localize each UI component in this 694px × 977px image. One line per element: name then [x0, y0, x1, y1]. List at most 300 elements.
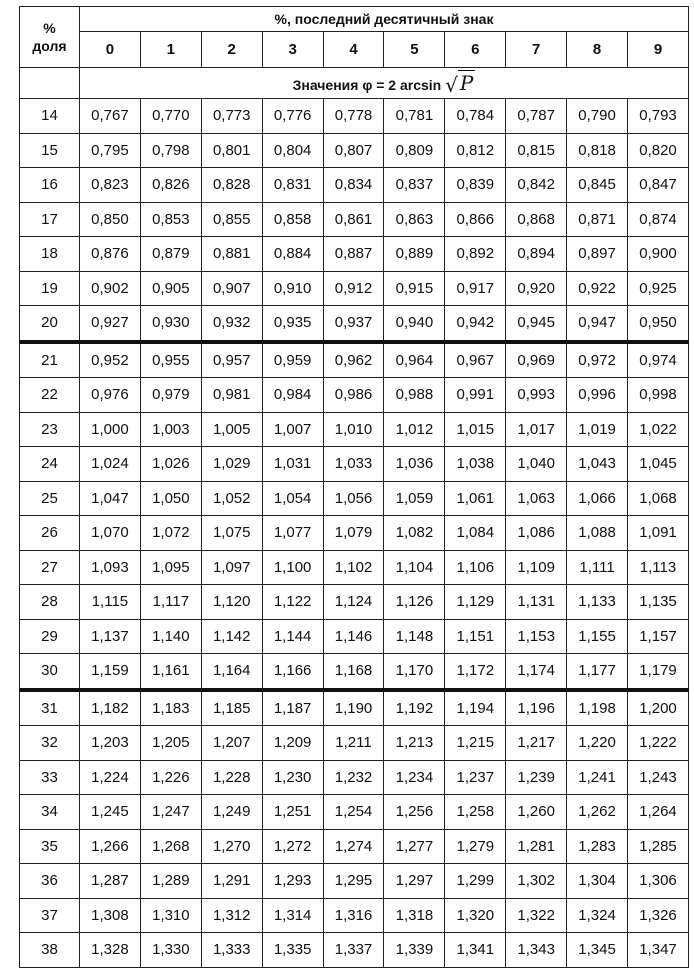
- value-cell: 1,144: [262, 619, 323, 654]
- value-cell: 1,277: [384, 829, 445, 864]
- value-cell: 0,834: [323, 168, 384, 203]
- row-label: 30: [20, 654, 80, 690]
- value-cell: 0,793: [628, 99, 689, 134]
- value-cell: 0,920: [506, 271, 567, 306]
- row-label: 23: [20, 412, 80, 447]
- row-label: 24: [20, 447, 80, 482]
- value-cell: 0,773: [201, 99, 262, 134]
- value-cell: 1,281: [506, 829, 567, 864]
- value-cell: 1,343: [506, 933, 567, 968]
- value-cell: 0,853: [140, 202, 201, 237]
- value-cell: 1,291: [201, 864, 262, 899]
- arcsin-table: [19, 6, 689, 968]
- value-cell: 0,935: [262, 306, 323, 342]
- value-cell: 1,211: [323, 726, 384, 761]
- value-cell: 0,884: [262, 237, 323, 272]
- value-cell: 1,213: [384, 726, 445, 761]
- value-cell: 1,198: [567, 690, 628, 726]
- value-cell: 1,345: [567, 933, 628, 968]
- value-cell: 1,324: [567, 898, 628, 933]
- digit-header-8: 8: [567, 32, 628, 68]
- value-cell: 0,894: [506, 237, 567, 272]
- value-cell: 1,093: [80, 550, 141, 585]
- table-row: [20, 585, 689, 620]
- value-cell: 1,200: [628, 690, 689, 726]
- value-cell: 1,122: [262, 585, 323, 620]
- value-cell: 1,258: [445, 795, 506, 830]
- value-cell: 1,174: [506, 654, 567, 690]
- value-cell: 0,798: [140, 133, 201, 168]
- row-label: 25: [20, 481, 80, 516]
- value-cell: 1,157: [628, 619, 689, 654]
- value-cell: 0,925: [628, 271, 689, 306]
- value-cell: 1,045: [628, 447, 689, 482]
- value-cell: 1,322: [506, 898, 567, 933]
- value-cell: 1,026: [140, 447, 201, 482]
- sqrt-symbol: √: [445, 73, 458, 97]
- value-cell: 1,137: [80, 619, 141, 654]
- table-header: [20, 7, 689, 99]
- row-label: 33: [20, 760, 80, 795]
- value-cell: 1,183: [140, 690, 201, 726]
- value-cell: 1,088: [567, 516, 628, 551]
- value-cell: 1,295: [323, 864, 384, 899]
- value-cell: 1,337: [323, 933, 384, 968]
- value-cell: 1,283: [567, 829, 628, 864]
- value-cell: 1,251: [262, 795, 323, 830]
- value-cell: 0,930: [140, 306, 201, 342]
- table-row: [20, 898, 689, 933]
- value-cell: 1,104: [384, 550, 445, 585]
- digit-header-0: 0: [80, 32, 141, 68]
- digit-header-7: 7: [506, 32, 567, 68]
- value-cell: 0,770: [140, 99, 201, 134]
- row-label: 21: [20, 342, 80, 378]
- value-cell: 1,059: [384, 481, 445, 516]
- value-cell: 1,293: [262, 864, 323, 899]
- row-label: 32: [20, 726, 80, 761]
- table-row: [20, 133, 689, 168]
- value-cell: 1,268: [140, 829, 201, 864]
- value-cell: 1,272: [262, 829, 323, 864]
- value-cell: 1,179: [628, 654, 689, 690]
- value-cell: 1,341: [445, 933, 506, 968]
- value-cell: 0,812: [445, 133, 506, 168]
- formula-prefix: Значения φ = 2 arcsin: [292, 77, 442, 93]
- value-cell: 1,254: [323, 795, 384, 830]
- value-cell: 1,297: [384, 864, 445, 899]
- value-cell: 1,120: [201, 585, 262, 620]
- value-cell: 1,061: [445, 481, 506, 516]
- row-label: 27: [20, 550, 80, 585]
- value-cell: 1,226: [140, 760, 201, 795]
- value-cell: 1,054: [262, 481, 323, 516]
- value-cell: 0,804: [262, 133, 323, 168]
- value-cell: 1,287: [80, 864, 141, 899]
- table-row: [20, 447, 689, 482]
- value-cell: 0,807: [323, 133, 384, 168]
- value-cell: 1,168: [323, 654, 384, 690]
- value-cell: 1,333: [201, 933, 262, 968]
- value-cell: 1,270: [201, 829, 262, 864]
- value-cell: 0,795: [80, 133, 141, 168]
- value-cell: 1,207: [201, 726, 262, 761]
- value-cell: 1,017: [506, 412, 567, 447]
- value-cell: 1,339: [384, 933, 445, 968]
- value-cell: 1,237: [445, 760, 506, 795]
- value-cell: 1,203: [80, 726, 141, 761]
- value-cell: 1,024: [80, 447, 141, 482]
- value-cell: 1,205: [140, 726, 201, 761]
- value-cell: 0,942: [445, 306, 506, 342]
- row-label: 37: [20, 898, 80, 933]
- value-cell: 0,900: [628, 237, 689, 272]
- value-cell: 1,302: [506, 864, 567, 899]
- value-cell: 1,050: [140, 481, 201, 516]
- value-cell: 0,996: [567, 378, 628, 413]
- value-cell: 1,308: [80, 898, 141, 933]
- value-cell: 0,784: [445, 99, 506, 134]
- table-row: [20, 619, 689, 654]
- value-cell: 0,955: [140, 342, 201, 378]
- value-cell: 1,256: [384, 795, 445, 830]
- value-cell: 0,927: [80, 306, 141, 342]
- value-cell: 1,142: [201, 619, 262, 654]
- table-row: [20, 202, 689, 237]
- value-cell: 0,839: [445, 168, 506, 203]
- value-cell: 1,068: [628, 481, 689, 516]
- value-cell: 1,234: [384, 760, 445, 795]
- value-cell: 0,815: [506, 133, 567, 168]
- value-cell: 1,330: [140, 933, 201, 968]
- value-cell: 1,036: [384, 447, 445, 482]
- value-cell: 0,979: [140, 378, 201, 413]
- value-cell: 1,010: [323, 412, 384, 447]
- value-cell: 0,876: [80, 237, 141, 272]
- digit-header-2: 2: [201, 32, 262, 68]
- table-row: [20, 933, 689, 968]
- table-row: [20, 864, 689, 899]
- value-cell: 1,220: [567, 726, 628, 761]
- row-label: 15: [20, 133, 80, 168]
- value-cell: 0,787: [506, 99, 567, 134]
- value-cell: 0,781: [384, 99, 445, 134]
- value-cell: 1,249: [201, 795, 262, 830]
- value-cell: 1,289: [140, 864, 201, 899]
- value-cell: 1,007: [262, 412, 323, 447]
- value-cell: 1,015: [445, 412, 506, 447]
- value-cell: 1,019: [567, 412, 628, 447]
- digit-header-1: 1: [140, 32, 201, 68]
- value-cell: 1,266: [80, 829, 141, 864]
- digit-header-5: 5: [384, 32, 445, 68]
- value-cell: 1,106: [445, 550, 506, 585]
- value-cell: 1,077: [262, 516, 323, 551]
- value-cell: 1,115: [80, 585, 141, 620]
- table-row: [20, 342, 689, 378]
- value-cell: 0,959: [262, 342, 323, 378]
- table-row: [20, 760, 689, 795]
- value-cell: 0,801: [201, 133, 262, 168]
- value-cell: 1,239: [506, 760, 567, 795]
- value-cell: 0,988: [384, 378, 445, 413]
- value-cell: 0,897: [567, 237, 628, 272]
- value-cell: 1,318: [384, 898, 445, 933]
- value-cell: 0,937: [323, 306, 384, 342]
- value-cell: 0,892: [445, 237, 506, 272]
- value-cell: 1,072: [140, 516, 201, 551]
- value-cell: 0,858: [262, 202, 323, 237]
- row-label: 16: [20, 168, 80, 203]
- value-cell: 0,981: [201, 378, 262, 413]
- value-cell: 1,079: [323, 516, 384, 551]
- value-cell: 1,000: [80, 412, 141, 447]
- value-cell: 0,776: [262, 99, 323, 134]
- value-cell: 1,153: [506, 619, 567, 654]
- digit-header-row: [20, 32, 689, 68]
- value-cell: 1,012: [384, 412, 445, 447]
- value-cell: 0,984: [262, 378, 323, 413]
- table-row: [20, 654, 689, 690]
- value-cell: 0,823: [80, 168, 141, 203]
- value-cell: 1,320: [445, 898, 506, 933]
- value-cell: 0,962: [323, 342, 384, 378]
- value-cell: 1,043: [567, 447, 628, 482]
- row-label: 20: [20, 306, 80, 342]
- table-row: [20, 550, 689, 585]
- value-cell: 1,164: [201, 654, 262, 690]
- table-row: [20, 168, 689, 203]
- digit-header-3: 3: [262, 32, 323, 68]
- table-body: [20, 99, 689, 968]
- value-cell: 1,262: [567, 795, 628, 830]
- value-cell: 0,790: [567, 99, 628, 134]
- value-cell: 1,146: [323, 619, 384, 654]
- value-cell: 0,957: [201, 342, 262, 378]
- value-cell: 1,232: [323, 760, 384, 795]
- value-cell: 1,182: [80, 690, 141, 726]
- value-cell: 1,209: [262, 726, 323, 761]
- value-cell: 1,190: [323, 690, 384, 726]
- value-cell: 0,861: [323, 202, 384, 237]
- value-cell: 1,260: [506, 795, 567, 830]
- value-cell: 1,066: [567, 481, 628, 516]
- table-row: [20, 306, 689, 342]
- value-cell: 1,124: [323, 585, 384, 620]
- value-cell: 1,279: [445, 829, 506, 864]
- value-cell: 0,871: [567, 202, 628, 237]
- value-cell: 1,170: [384, 654, 445, 690]
- value-cell: 1,316: [323, 898, 384, 933]
- table-row: [20, 99, 689, 134]
- value-cell: 1,148: [384, 619, 445, 654]
- value-cell: 0,993: [506, 378, 567, 413]
- value-cell: 1,086: [506, 516, 567, 551]
- digit-header-6: 6: [445, 32, 506, 68]
- value-cell: 1,224: [80, 760, 141, 795]
- value-cell: 0,868: [506, 202, 567, 237]
- value-cell: 1,314: [262, 898, 323, 933]
- corner-header: [20, 7, 80, 68]
- value-cell: 1,063: [506, 481, 567, 516]
- value-cell: 1,095: [140, 550, 201, 585]
- row-label: 19: [20, 271, 80, 306]
- value-cell: 1,097: [201, 550, 262, 585]
- value-cell: 0,974: [628, 342, 689, 378]
- value-cell: 1,228: [201, 760, 262, 795]
- value-cell: 0,940: [384, 306, 445, 342]
- value-cell: 0,917: [445, 271, 506, 306]
- value-cell: 1,274: [323, 829, 384, 864]
- row-label: 14: [20, 99, 80, 134]
- value-cell: 0,952: [80, 342, 141, 378]
- table-row: [20, 795, 689, 830]
- value-cell: 0,845: [567, 168, 628, 203]
- value-cell: 0,842: [506, 168, 567, 203]
- table-row: [20, 829, 689, 864]
- value-cell: 1,040: [506, 447, 567, 482]
- table-row: [20, 237, 689, 272]
- value-cell: 0,910: [262, 271, 323, 306]
- value-cell: 0,847: [628, 168, 689, 203]
- value-cell: 1,304: [567, 864, 628, 899]
- value-cell: 0,818: [567, 133, 628, 168]
- value-cell: 0,837: [384, 168, 445, 203]
- table-row: [20, 690, 689, 726]
- value-cell: 0,964: [384, 342, 445, 378]
- value-cell: 1,003: [140, 412, 201, 447]
- digit-header-4: 4: [323, 32, 384, 68]
- value-cell: 0,778: [323, 99, 384, 134]
- value-cell: 0,855: [201, 202, 262, 237]
- value-cell: 1,222: [628, 726, 689, 761]
- value-cell: 1,133: [567, 585, 628, 620]
- row-label: 28: [20, 585, 80, 620]
- value-cell: 0,998: [628, 378, 689, 413]
- value-cell: 0,850: [80, 202, 141, 237]
- value-cell: 1,230: [262, 760, 323, 795]
- value-cell: 1,109: [506, 550, 567, 585]
- value-cell: 1,031: [262, 447, 323, 482]
- value-cell: 1,052: [201, 481, 262, 516]
- corner-percent-label: %: [43, 20, 56, 36]
- formula-variable: P: [459, 71, 474, 95]
- value-cell: 0,967: [445, 342, 506, 378]
- value-cell: 1,285: [628, 829, 689, 864]
- value-cell: 1,033: [323, 447, 384, 482]
- value-cell: 1,070: [80, 516, 141, 551]
- value-cell: 0,991: [445, 378, 506, 413]
- value-cell: 1,172: [445, 654, 506, 690]
- value-cell: 0,947: [567, 306, 628, 342]
- value-cell: 0,826: [140, 168, 201, 203]
- value-cell: 1,247: [140, 795, 201, 830]
- value-cell: 1,091: [628, 516, 689, 551]
- value-cell: 1,135: [628, 585, 689, 620]
- value-cell: 1,241: [567, 760, 628, 795]
- value-cell: 0,863: [384, 202, 445, 237]
- value-cell: 1,192: [384, 690, 445, 726]
- value-cell: 1,131: [506, 585, 567, 620]
- value-cell: 0,866: [445, 202, 506, 237]
- value-cell: 1,038: [445, 447, 506, 482]
- value-cell: 1,151: [445, 619, 506, 654]
- value-cell: 1,056: [323, 481, 384, 516]
- row-label: 36: [20, 864, 80, 899]
- value-cell: 0,905: [140, 271, 201, 306]
- value-cell: 1,082: [384, 516, 445, 551]
- value-cell: 1,102: [323, 550, 384, 585]
- value-cell: 0,881: [201, 237, 262, 272]
- table-row: [20, 516, 689, 551]
- value-cell: 0,912: [323, 271, 384, 306]
- value-cell: 0,986: [323, 378, 384, 413]
- table-row: [20, 271, 689, 306]
- value-cell: 1,264: [628, 795, 689, 830]
- value-cell: 1,245: [80, 795, 141, 830]
- value-cell: 1,022: [628, 412, 689, 447]
- value-cell: 0,976: [80, 378, 141, 413]
- value-cell: 1,075: [201, 516, 262, 551]
- value-cell: 1,166: [262, 654, 323, 690]
- formula-header: [80, 68, 689, 99]
- value-cell: 1,347: [628, 933, 689, 968]
- value-cell: 1,161: [140, 654, 201, 690]
- value-cell: 0,922: [567, 271, 628, 306]
- value-cell: 1,217: [506, 726, 567, 761]
- value-cell: 1,047: [80, 481, 141, 516]
- value-cell: 1,306: [628, 864, 689, 899]
- value-cell: 1,243: [628, 760, 689, 795]
- value-cell: 0,902: [80, 271, 141, 306]
- value-cell: 1,155: [567, 619, 628, 654]
- value-cell: 0,950: [628, 306, 689, 342]
- value-cell: 1,310: [140, 898, 201, 933]
- group-header: %, последний десятичный знак: [80, 7, 689, 32]
- table-row: [20, 412, 689, 447]
- value-cell: 1,005: [201, 412, 262, 447]
- value-cell: 0,831: [262, 168, 323, 203]
- value-cell: 0,907: [201, 271, 262, 306]
- value-cell: 1,177: [567, 654, 628, 690]
- value-cell: 1,117: [140, 585, 201, 620]
- value-cell: 0,879: [140, 237, 201, 272]
- value-cell: 0,915: [384, 271, 445, 306]
- value-cell: 1,185: [201, 690, 262, 726]
- value-cell: 1,084: [445, 516, 506, 551]
- value-cell: 1,299: [445, 864, 506, 899]
- value-cell: 1,159: [80, 654, 141, 690]
- value-cell: 1,187: [262, 690, 323, 726]
- value-cell: 0,828: [201, 168, 262, 203]
- row-label: 18: [20, 237, 80, 272]
- value-cell: 0,969: [506, 342, 567, 378]
- value-cell: 0,874: [628, 202, 689, 237]
- table-row: [20, 378, 689, 413]
- value-cell: 1,113: [628, 550, 689, 585]
- value-cell: 1,129: [445, 585, 506, 620]
- value-cell: 0,809: [384, 133, 445, 168]
- value-cell: 1,335: [262, 933, 323, 968]
- table-row: [20, 481, 689, 516]
- formula-spacer: [20, 68, 80, 99]
- row-label: 35: [20, 829, 80, 864]
- value-cell: 0,972: [567, 342, 628, 378]
- value-cell: 1,328: [80, 933, 141, 968]
- value-cell: 0,945: [506, 306, 567, 342]
- digit-header-9: 9: [628, 32, 689, 68]
- row-label: 22: [20, 378, 80, 413]
